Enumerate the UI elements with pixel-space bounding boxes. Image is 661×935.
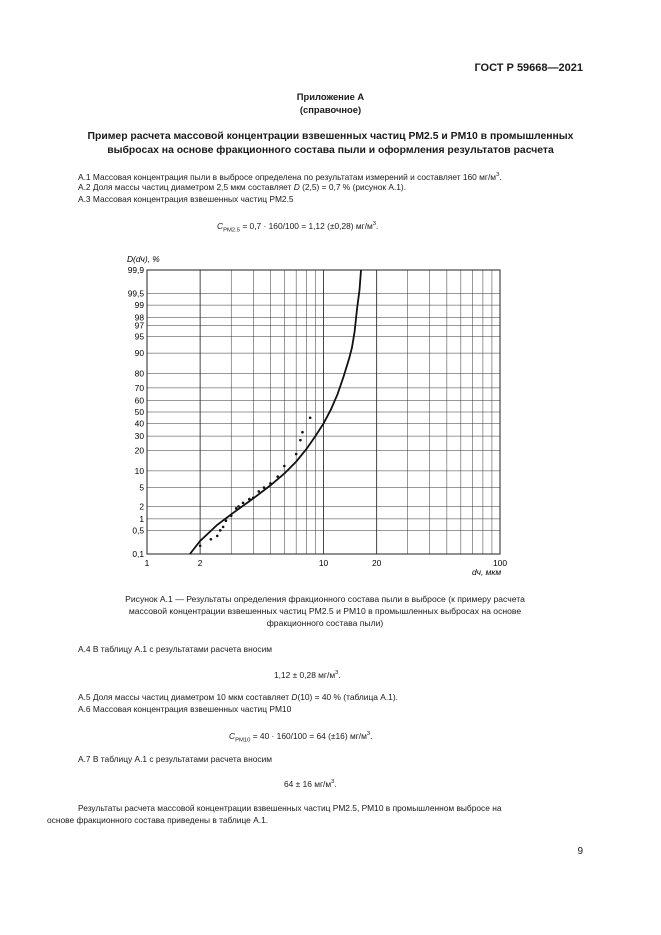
chart-y-tick-label: 60 <box>134 395 144 406</box>
chart-y-tick-label: 99,5 <box>127 288 144 299</box>
chart-y-tick-label: 1 <box>139 513 144 524</box>
paragraph-a1: А.1 Массовая концентрация пыли в выбросе определена по результатам измерений и составляет 160 $мг/м^3$. <box>78 171 502 182</box>
chart-x-tick-label: 10 <box>318 558 329 568</box>
formula-pm25: $C_{PM2.5} = 0,7 \cdot 160/100 = 1,12$ (±0,28) $мг/м^3$. <box>217 220 379 234</box>
section-heading-line1: Пример расчета массовой концентрации взвешенных частиц PM2.5 и PM10 в промышленных <box>87 131 574 142</box>
chart-y-tick-label: 10 <box>134 465 144 476</box>
chart-x-tick-label: 2 <box>197 558 203 568</box>
paragraph-a4: А.4 В таблицу А.1 с результатами расчета вносим <box>78 644 273 654</box>
chart-data-point <box>283 465 286 468</box>
chart-x-tick-label: 20 <box>371 558 382 568</box>
figure-caption-line2: массовой концентрации взвешенных частиц PM2.5 и PM10 в промышленных выбросах на основе <box>128 606 522 616</box>
chart-data-point <box>258 490 261 493</box>
doc-number: ГОСТ Р 59668—2021 <box>474 62 583 74</box>
formula-pm10: $C_{PM10} = 40 \cdot 160/100 = 64$ (±16) $мг/м^3$. <box>229 730 373 744</box>
appendix-subtitle: (справочное) <box>299 104 362 115</box>
chart-data-point <box>242 502 245 505</box>
chart-y-tick-label: 2 <box>139 501 144 512</box>
paragraph-a2: А.2 Доля массы частиц диаметром 2,5 мкм составляет D (2,5) = 0,7 % (рисунок А.1). <box>78 182 407 192</box>
paragraph-a5: А.5 Доля массы частиц диаметром 10 мкм составляет D(10) = 40 % (таблица А.1). <box>78 692 398 702</box>
chart-y-tick-label: 50 <box>134 407 144 417</box>
chart-data-point <box>210 538 213 541</box>
chart-y-tick-label: 97 <box>134 320 144 331</box>
chart-y-ticks <box>128 265 145 559</box>
final-paragraph-line1: Результаты расчета массовой концентрации взвешенных частиц PM2.5, PM10 в промышленном выбросе на <box>78 803 502 813</box>
chart-data-point <box>299 439 302 442</box>
chart-y-tick-label: 70 <box>134 382 144 393</box>
chart-y-tick-label: 90 <box>134 348 144 359</box>
chart-y-tick-label: 95 <box>134 331 144 342</box>
chart-y-axis-label: D(dч), % <box>127 254 160 264</box>
chart-y-tick-label: 0,1 <box>132 549 144 559</box>
figure-caption-line3: фракционного состава пыли) <box>266 618 384 628</box>
chart-y-tick-label: 98 <box>134 312 144 323</box>
section-heading-line2: выбросах на основе фракционного состава пыли и оформления результатов расчета <box>107 145 554 156</box>
final-paragraph-line2: основе фракционного состава приведены в таблице А.1. <box>47 815 269 825</box>
chart-data-point <box>295 453 298 456</box>
chart-y-tick-label: 5 <box>139 482 144 493</box>
chart-y-tick-label: 99 <box>134 300 144 311</box>
fraction-distribution-chart <box>100 248 530 583</box>
paragraph-a3: А.3 Массовая концентрация взвешенных частиц PM2.5 <box>78 194 294 204</box>
chart-data-point <box>199 544 202 547</box>
result-pm10: 64 ± 16 $мг/м^3$. <box>284 778 337 789</box>
chart-x-tick-label: 100 <box>493 558 507 568</box>
chart-y-tick-label: 80 <box>134 368 144 379</box>
appendix-title: Приложение А <box>296 91 365 102</box>
chart-y-tick-label: 40 <box>134 418 144 429</box>
paragraph-a7: А.7 В таблицу А.1 с результатами расчета вносим <box>78 754 273 764</box>
chart-y-tick-label: 20 <box>134 445 144 456</box>
chart-data-point <box>309 416 312 419</box>
chart-y-tick-label: 30 <box>134 431 144 442</box>
chart-x-tick-label: 1 <box>144 558 150 568</box>
chart-data-point <box>216 535 219 538</box>
chart-x-axis-label: dч, мкм <box>472 567 502 577</box>
chart-y-tick-label: 99,9 <box>127 265 144 275</box>
paragraph-a6: А.6 Массовая концентрация взвешенных частиц PM10 <box>78 704 292 714</box>
chart-y-tick-label: 0,5 <box>132 525 144 536</box>
page-number: 9 <box>577 846 583 857</box>
figure-caption-line1: Рисунок А.1 — Результаты определения фракционного состава пыли в выбросе (к примеру расчета <box>125 594 525 604</box>
chart-data-point <box>219 529 222 532</box>
chart-grid <box>147 270 500 554</box>
chart-data-point <box>222 526 225 529</box>
chart-data-point <box>301 431 304 434</box>
chart-x-ticks <box>145 558 508 568</box>
result-pm25: 1,12 ± 0,28 $мг/м^3$. <box>274 669 341 680</box>
